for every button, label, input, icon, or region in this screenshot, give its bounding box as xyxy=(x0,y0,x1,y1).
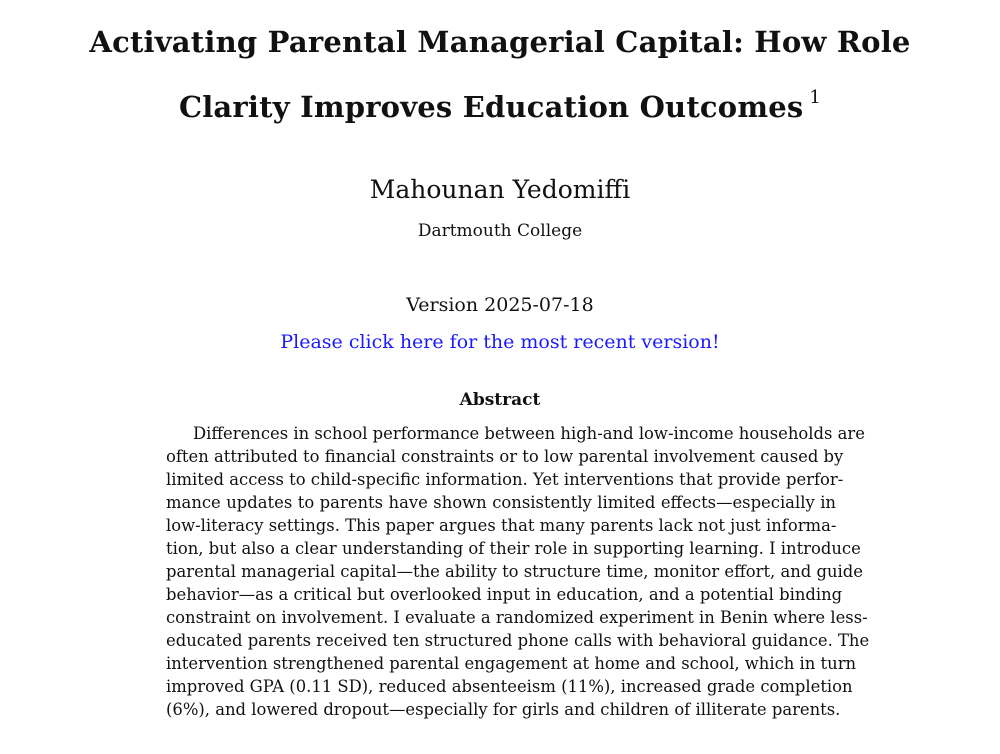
abstract-heading: Abstract xyxy=(459,390,541,410)
abstract-line: educated parents received ten structured phone calls with behavioral guidance. The xyxy=(166,631,870,650)
abstract-line: tion, but also a clear understanding of their role in supporting learning. I introduce xyxy=(166,539,861,558)
paper-title xyxy=(0,14,1000,135)
abstract-line: parental managerial capital—the ability to structure time, monitor effort, and guide xyxy=(166,562,863,581)
title-line-2 xyxy=(0,70,1000,135)
abstract-line: constraint on involvement. I evaluate a randomized experiment in Benin where less- xyxy=(166,608,868,627)
recent-version-link[interactable]: Please click here for the most recent version! xyxy=(280,331,720,353)
author-name: Mahounan Yedomiffi xyxy=(369,175,631,204)
title-line-2-text: Clarity Improves Education Outcomes xyxy=(178,90,804,124)
abstract-line: improved GPA (0.11 SD), reduced absenteeism (11%), increased grade completion xyxy=(166,677,853,696)
abstract-line: Differences in school performance between high-and low-income households are xyxy=(193,424,865,443)
abstract-body xyxy=(166,422,870,721)
abstract-line: behavior—as a critical but overlooked input in education, and a potential binding xyxy=(166,585,843,604)
abstract-line: often attributed to financial constraints or to low parental involvement caused by xyxy=(166,447,844,466)
title-line-1: Activating Parental Managerial Capital: How Role xyxy=(89,25,911,59)
recent-version-link-container xyxy=(0,328,1000,356)
author-affiliation: Dartmouth College xyxy=(417,221,583,241)
abstract-line: limited access to child-specific information. Yet interventions that provide perfor- xyxy=(166,470,844,489)
title-footnote-mark[interactable]: 1 xyxy=(809,87,822,108)
abstract-line: intervention strengthened parental engagement at home and school, which in turn xyxy=(166,654,857,673)
abstract-line: mance updates to parents have shown consistently limited effects—especially in xyxy=(166,493,836,512)
version-label: Version 2025-07-18 xyxy=(406,294,594,316)
abstract-line: low-literacy settings. This paper argues that many parents lack not just informa- xyxy=(166,516,837,535)
abstract-line: (6%), and lowered dropout—especially for girls and children of illiterate parents. xyxy=(166,700,841,719)
